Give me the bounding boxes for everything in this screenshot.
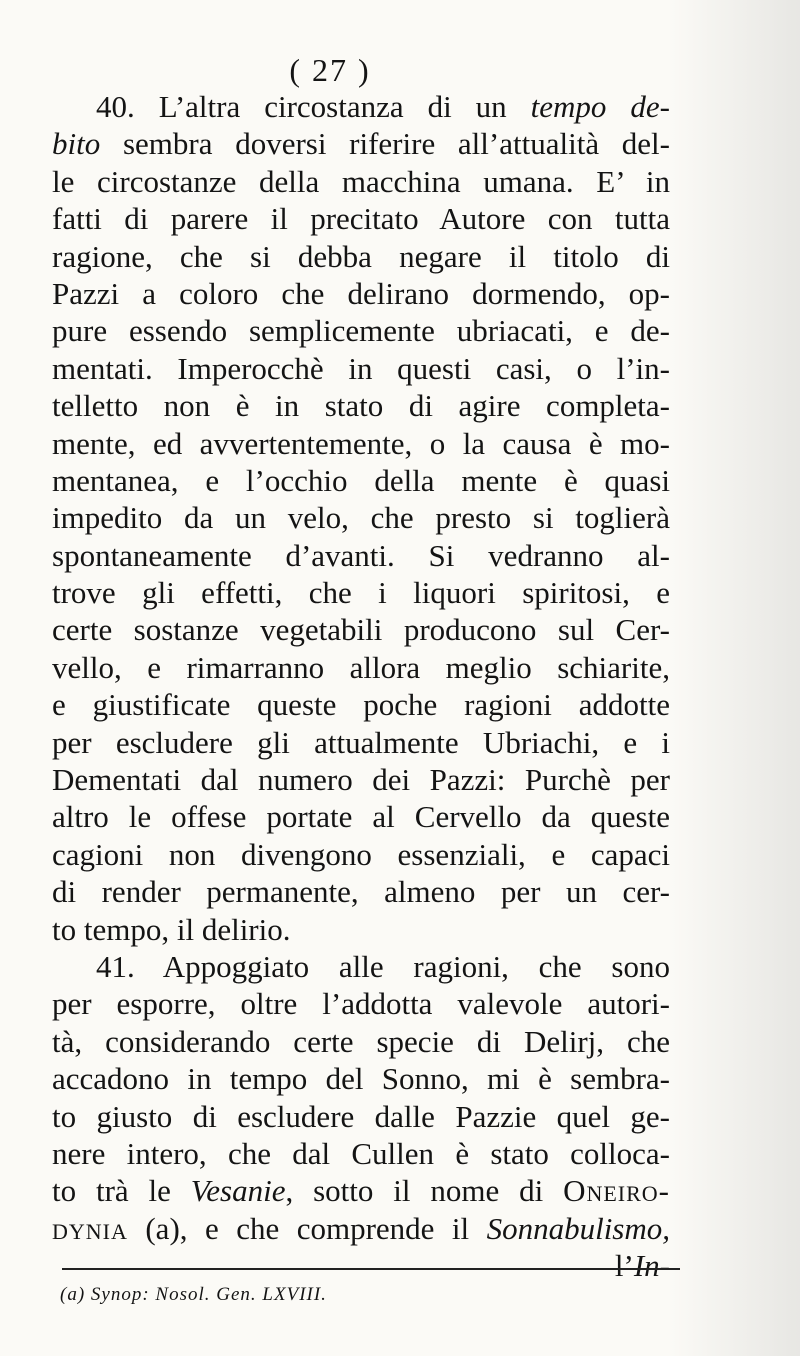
text-line: Pazzi a coloro che delirano dormendo, op- [52,275,670,311]
text-line: vello, e rimarranno allora meglio schiarite, [52,649,670,685]
text-line: mente, ed avvertentemente, o la causa è mo- [52,425,670,461]
text-line: certe sostanze vegetabili producono sul Cer- [52,612,670,648]
text-line: e giustificate queste poche ragioni addotte [52,687,670,723]
text-line: impedito da un velo, che presto si toglierà [52,500,670,536]
text-line: dynia (a), e che comprende il Sonnabulismo, [52,1210,671,1246]
text-line: cagioni non divengono essenziali, e capaci [52,836,670,872]
page-shadow [670,0,800,1356]
text-line: per esporre, oltre l’addotta valevole autori- [52,986,670,1022]
text-line: accadono in tempo del Sonno, mi è sembra- [52,1061,670,1097]
text-line: trove gli effetti, che i liquori spiritosi, e [52,575,670,611]
text-line: pure essendo semplicemente ubriacati, e de- [52,313,670,349]
text-line: Dementati dal numero dei Pazzi: Purchè per [52,762,670,798]
footnote: (a) Synop: Nosol. Gen. LXVIII. [60,1284,327,1305]
text-line: nere intero, che dal Cullen è stato colloca- [52,1135,670,1171]
text-line: per escludere gli attualmente Ubriachi, e i [52,724,670,760]
catchword: l’In- [614,1248,670,1284]
footnote-rule [62,1268,680,1270]
text-line: telletto non è in stato di agire completa- [52,388,670,424]
text-line: to tempo, il delirio. [52,911,291,947]
body-text [52,88,670,1285]
text-line: 41. Appoggiato alle ragioni, che sono [96,948,670,984]
text-line: mentati. Imperocchè in questi casi, o l’in- [52,350,670,386]
text-line: to trà le Vesanie, sotto il nome di Oneiro- [52,1173,670,1209]
text-line: le circostanze della macchina umana. E’ in [52,163,670,199]
text-line: altro le offese portate al Cervello da queste [52,799,670,835]
page-number: ( 27 ) [289,52,371,88]
text-line: bito sembra doversi riferire all’attualità del- [52,126,670,162]
text-line: ragione, che si debba negare il titolo di [52,238,670,274]
text-line: tà, considerando certe specie di Delirj, che [52,1023,670,1059]
text-line: mentanea, e l’occhio della mente è quasi [52,462,670,498]
text-line: spontaneamente d’avanti. Si vedranno al- [52,537,670,573]
text-line: to giusto di escludere dalle Pazzie quel ge- [52,1098,670,1134]
text-line: 40. L’altra circostanza di un tempo de- [96,89,670,124]
text-line: di render permanente, almeno per un cer- [52,874,670,910]
text-line: fatti di parere il precitato Autore con tutta [52,201,670,237]
